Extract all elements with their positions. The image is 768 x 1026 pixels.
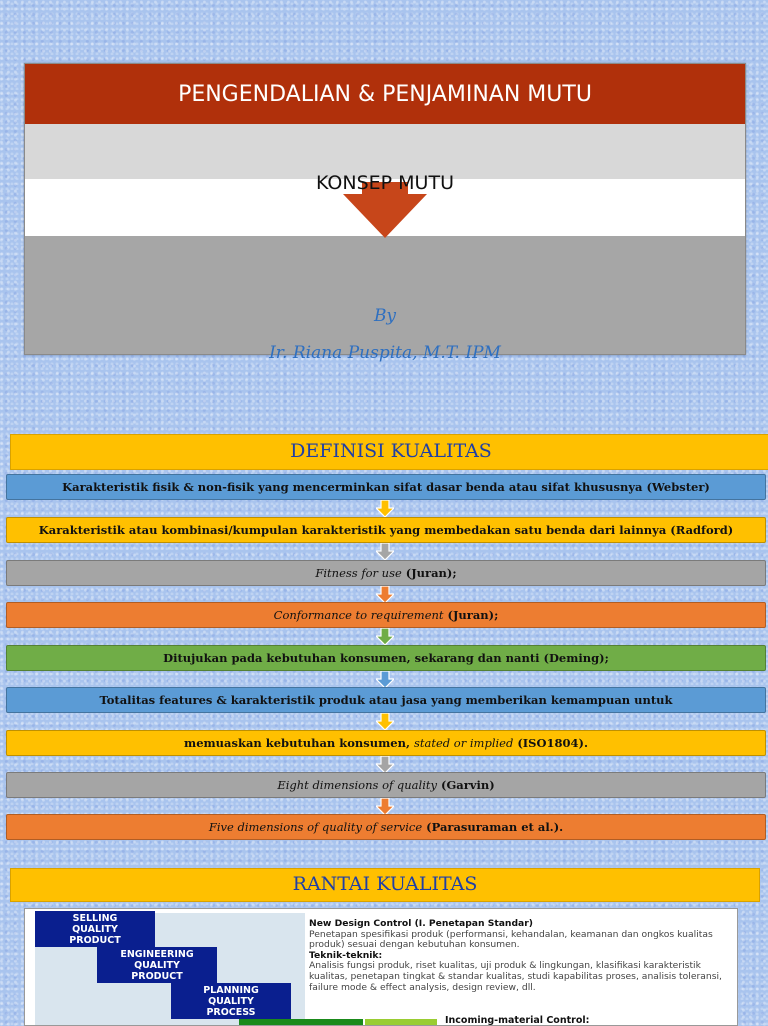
chain-step-engineering (97, 947, 217, 983)
definition-text: Ditujukan pada kebutuhan konsumen, sekarang dan nanti (Deming); (163, 651, 609, 665)
quality-chain-panel (24, 908, 738, 1026)
down-arrow-icon (376, 500, 394, 517)
definition-source: (Juran); (401, 566, 457, 580)
by-label: By (373, 306, 397, 326)
definition-source: (Parasuraman et al.). (422, 820, 564, 834)
definition-row (6, 814, 766, 840)
slide-title: PENGENDALIAN & PENJAMINAN MUTU (178, 82, 592, 107)
slide-subtitle: KONSEP MUTU (316, 172, 454, 194)
definition-row (6, 560, 766, 586)
down-arrow-icon (376, 756, 394, 773)
down-arrow-icon (376, 798, 394, 815)
down-arrow-icon (376, 713, 394, 730)
definition-term: Conformance to requirement (273, 608, 444, 622)
techniques-label: Teknik-teknik: (309, 949, 383, 961)
down-arrow-icon (376, 671, 394, 688)
definition-row (6, 687, 766, 713)
definition-header: DEFINISI KUALITAS (10, 434, 768, 470)
chain-step-label: SELLING (72, 913, 118, 924)
light-band (25, 124, 745, 179)
chain-step-label: PROCESS (206, 1007, 256, 1018)
definition-source: (Garvin) (437, 778, 495, 792)
down-arrow-icon (376, 628, 394, 645)
definition-text: Karakteristik fisik & non-fisik yang mencerminkan sifat dasar benda atau sifat khususnya (Webster) (62, 480, 710, 494)
definition-row (6, 645, 766, 671)
chain-step-label: PLANNING (203, 985, 259, 996)
incoming-material-label: Incoming-material Control: (445, 1015, 590, 1026)
chain-bar-green (239, 1019, 363, 1025)
chain-step-label: QUALITY (134, 960, 180, 971)
definition-text: Karakteristik atau kombinasi/kumpulan karakteristik yang membedakan satu benda dari lainnya (Radford) (38, 523, 734, 537)
definition-row (6, 474, 766, 500)
definition-row (6, 602, 766, 628)
definition-text: memuaskan kebutuhan konsumen, (184, 736, 414, 750)
title-slide (24, 63, 746, 363)
definition-text: Totalitas features & karakteristik produk atau jasa yang memberikan kemampuan untuk (99, 693, 673, 707)
chain-step-label: QUALITY (208, 996, 254, 1007)
author-name: Ir. Riana Puspita, M.T. IPM (269, 343, 501, 363)
design-control-paragraph: Penetapan spesifikasi produk (performansi, kehandalan, keamanan dan ongkos kualitas produk) sesuai dengan kebutuhan konsumen. (309, 928, 713, 951)
down-arrow-icon (376, 586, 394, 603)
down-arrow-icon (343, 194, 427, 238)
chain-bar-lightgreen (365, 1019, 437, 1025)
quality-chain-slide (0, 866, 768, 1024)
chain-step-label: PRODUCT (69, 935, 121, 946)
chain-step-selling (35, 911, 155, 947)
quality-chain-header: RANTAI KUALITAS (10, 868, 760, 902)
down-arrow-icon (376, 543, 394, 560)
author-band (25, 236, 745, 354)
definition-term: Eight dimensions of quality (277, 778, 438, 792)
design-control-heading: New Design Control (I. Penetapan Standar) (309, 918, 533, 929)
chain-step-label: QUALITY (72, 924, 118, 935)
chain-description (309, 919, 729, 993)
definition-row (6, 772, 766, 798)
chain-step-label: ENGINEERING (120, 949, 194, 960)
definition-slide (0, 434, 768, 844)
definition-source: (ISO1804). (513, 736, 588, 750)
definition-term: Five dimensions of quality of service (208, 820, 423, 834)
definition-source: (Juran); (443, 608, 499, 622)
chain-step-label: PRODUCT (131, 971, 183, 982)
definition-row (6, 730, 766, 756)
definition-term: stated or implied (413, 736, 514, 750)
definition-term: Fitness for use (315, 566, 402, 580)
chain-step-planning (171, 983, 291, 1019)
definition-row (6, 517, 766, 543)
techniques-paragraph: Analisis fungsi produk, riset kualitas, uji produk & lingkungan, klasifikasi karakteristik kualitas, penetapan tingkat & standar kualitas, studi kapabilitas proses, analisis toleransi, failure mode & effect analysis, design review, dll. (309, 960, 722, 993)
